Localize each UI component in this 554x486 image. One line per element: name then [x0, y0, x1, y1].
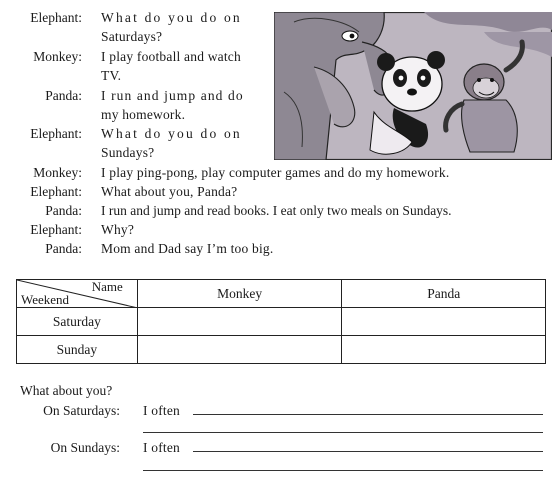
dialogue-line: What about you, Panda? — [101, 184, 238, 199]
exercise-lead: I often — [143, 440, 181, 455]
cartoon-illustration — [274, 12, 552, 160]
corner-top-label: Name — [91, 279, 123, 294]
answer-line[interactable] — [143, 470, 543, 471]
speaker-label: Panda: — [45, 203, 82, 218]
dialogue-line: TV. — [101, 68, 122, 83]
speaker-label: Monkey: — [33, 49, 82, 64]
row-header-sunday: Sunday — [17, 336, 138, 364]
dialogue-line: Sundays? — [101, 145, 155, 160]
speaker-label: Elephant: — [30, 10, 82, 25]
exercise-label-sundays: On Sundays: — [50, 440, 120, 455]
speaker-label: Elephant: — [30, 126, 82, 141]
speaker-label: Elephant: — [30, 184, 82, 199]
answer-line[interactable] — [193, 451, 543, 452]
dialogue-line: What do you do on — [101, 10, 242, 25]
exercise-label-saturdays: On Saturdays: — [43, 403, 120, 418]
answer-cell[interactable] — [137, 336, 342, 364]
exercise-lead: I often — [143, 403, 181, 418]
dialogue-line: Saturdays? — [101, 29, 163, 44]
row-header-saturday: Saturday — [17, 308, 138, 336]
column-header-panda: Panda — [342, 280, 546, 308]
answer-cell[interactable] — [342, 336, 546, 364]
speaker-label: Elephant: — [30, 222, 82, 237]
answer-cell[interactable] — [342, 308, 546, 336]
table-row — [17, 308, 546, 336]
answer-cell[interactable] — [137, 308, 342, 336]
table-corner-cell — [17, 280, 138, 308]
speaker-label: Panda: — [45, 88, 82, 103]
speaker-label: Panda: — [45, 241, 82, 256]
dialogue-line: Mom and Dad say I’m too big. — [101, 241, 274, 256]
column-header-monkey: Monkey — [137, 280, 342, 308]
speaker-label: Monkey: — [33, 165, 82, 180]
table-row — [17, 336, 546, 364]
answer-line[interactable] — [193, 414, 543, 415]
table-header-row — [17, 280, 546, 308]
dialogue-line: I play football and watch — [101, 49, 241, 64]
weekend-table — [16, 279, 546, 364]
dialogue-line: my homework. — [101, 107, 186, 122]
dialogue-line: I play ping-pong, play computer games and do my homework. — [101, 165, 450, 180]
corner-bottom-label: Weekend — [21, 292, 70, 307]
dialogue-line: I run and jump and read books. I eat only two meals on Sundays. — [101, 203, 452, 218]
dialogue-line: I run and jump and do — [101, 88, 244, 103]
dialogue-line: What do you do on — [101, 126, 242, 141]
answer-line[interactable] — [143, 432, 543, 433]
dialogue-line: Why? — [101, 222, 135, 237]
exercise-prompt: What about you? — [20, 383, 113, 398]
